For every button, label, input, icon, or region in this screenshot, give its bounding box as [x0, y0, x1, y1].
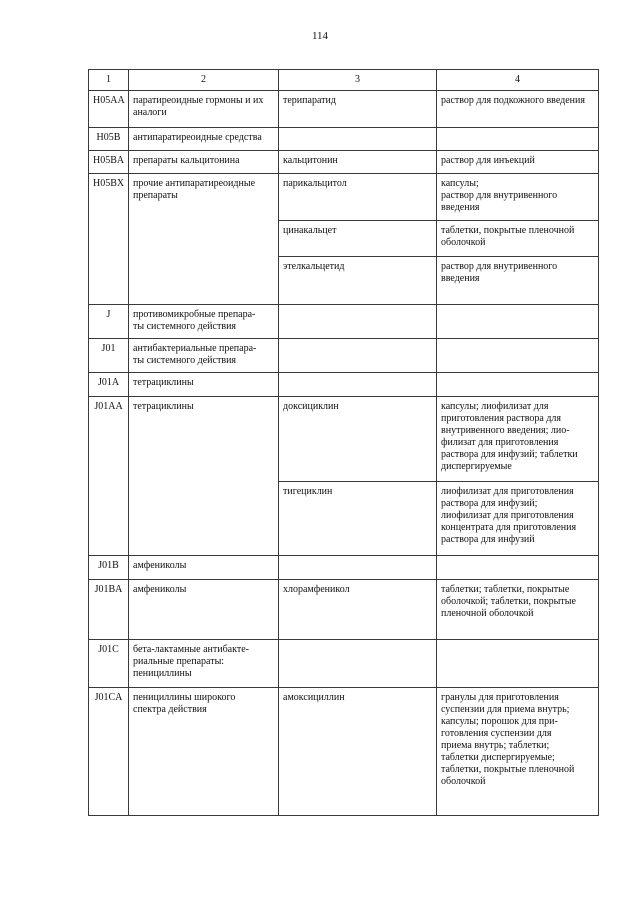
table-row: [89, 556, 599, 580]
drug-name: цинакальцет: [279, 221, 437, 257]
group-name: паратиреоидные гормоны и их аналоги: [129, 91, 279, 128]
page-number: 114: [311, 30, 329, 42]
drug-name: [279, 305, 437, 339]
drug-name: кальцитонин: [279, 151, 437, 174]
table-row: [89, 397, 599, 482]
dosage-form: [437, 305, 599, 339]
group-name: тетрациклины: [129, 373, 279, 397]
table-header-row: [89, 70, 599, 91]
group-name: тетрациклины: [129, 397, 279, 556]
drug-name: парикальцитол: [279, 174, 437, 221]
drug-name: [279, 339, 437, 373]
atc-code: H05B: [89, 128, 129, 151]
header-cell: 4: [437, 70, 599, 91]
dosage-form: раствор для инъекций: [437, 151, 599, 174]
dosage-form: таблетки, покрытые пленочной оболочкой: [437, 221, 599, 257]
header-cell: 2: [129, 70, 279, 91]
header-cell: 1: [89, 70, 129, 91]
drug-name: [279, 556, 437, 580]
group-name: антипаратиреоидные средства: [129, 128, 279, 151]
dosage-form: раствор для внутривенного введения: [437, 257, 599, 305]
dosage-form: капсулы; лиофилизат для приготовления раствора для внутривенного введения; лио- филизат для приготовления раствора для инфузий; таблетки диспергируемые: [437, 397, 599, 482]
drug-name: терипаратид: [279, 91, 437, 128]
atc-code: J01B: [89, 556, 129, 580]
atc-code: J01BA: [89, 580, 129, 640]
drug-name: [279, 373, 437, 397]
drug-table: [88, 69, 599, 816]
table-row: [89, 373, 599, 397]
atc-code: J01: [89, 339, 129, 373]
drug-name: тигециклин: [279, 482, 437, 556]
dosage-form: [437, 640, 599, 688]
atc-code: J01CA: [89, 688, 129, 816]
table-row: [89, 128, 599, 151]
drug-name: [279, 640, 437, 688]
drug-name: этелкальцетид: [279, 257, 437, 305]
atc-code: H05BA: [89, 151, 129, 174]
group-name: прочие антипаратиреоидные препараты: [129, 174, 279, 305]
group-name: амфениколы: [129, 556, 279, 580]
table-row: [89, 339, 599, 373]
dosage-form: гранулы для приготовления суспензии для приема внутрь; капсулы; порошок для при- готовления суспензии для приема внутрь; таблетки; таблетки диспергируемые; таблетки, покрытые пленочной оболочкой: [437, 688, 599, 816]
dosage-form: [437, 373, 599, 397]
table-row: [89, 640, 599, 688]
atc-code: H05BX: [89, 174, 129, 305]
table-row: [89, 688, 599, 816]
drug-name: доксициклин: [279, 397, 437, 482]
group-name: антибактериальные препара- ты системного действия: [129, 339, 279, 373]
dosage-form: раствор для подкожного введения: [437, 91, 599, 128]
atc-code: J: [89, 305, 129, 339]
dosage-form: [437, 128, 599, 151]
table-row: [89, 305, 599, 339]
table-row: [89, 580, 599, 640]
group-name: бета-лактамные антибакте- риальные препараты: пенициллины: [129, 640, 279, 688]
group-name: пенициллины широкого спектра действия: [129, 688, 279, 816]
dosage-form: [437, 556, 599, 580]
atc-code: H05AA: [89, 91, 129, 128]
atc-code: J01C: [89, 640, 129, 688]
drug-name: [279, 128, 437, 151]
drug-name: хлорамфеникол: [279, 580, 437, 640]
table-row: [89, 151, 599, 174]
dosage-form: лиофилизат для приготовления раствора для инфузий; лиофилизат для приготовления концентрата для приготовления раствора для инфузий: [437, 482, 599, 556]
header-cell: 3: [279, 70, 437, 91]
atc-code: J01A: [89, 373, 129, 397]
table-row: [89, 91, 599, 128]
dosage-form: капсулы; раствор для внутривенного введения: [437, 174, 599, 221]
dosage-form: таблетки; таблетки, покрытые оболочкой; таблетки, покрытые пленочной оболочкой: [437, 580, 599, 640]
atc-code: J01AA: [89, 397, 129, 556]
group-name: препараты кальцитонина: [129, 151, 279, 174]
table-row: [89, 174, 599, 221]
group-name: амфениколы: [129, 580, 279, 640]
drug-name: амоксициллин: [279, 688, 437, 816]
group-name: противомикробные препара- ты системного действия: [129, 305, 279, 339]
dosage-form: [437, 339, 599, 373]
